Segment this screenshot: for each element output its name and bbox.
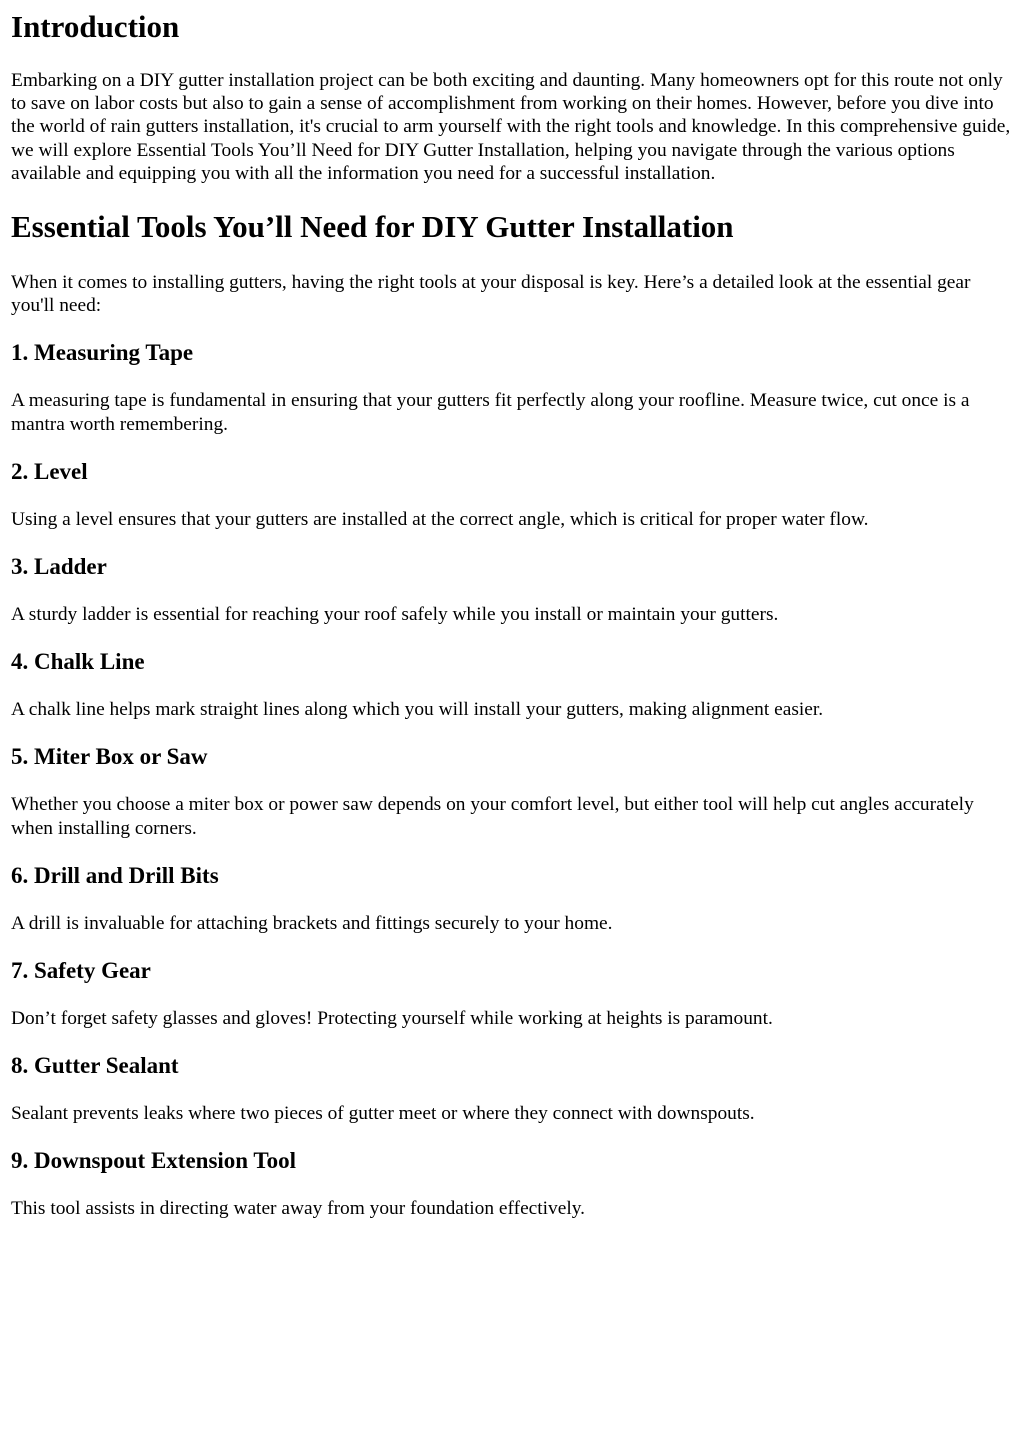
introduction-section [11, 9, 1013, 185]
tool-item-gutter-sealant [11, 1052, 1013, 1125]
tool-heading: 9. Downspout Extension Tool [11, 1148, 297, 1174]
tool-description: This tool assists in directing water away from your foundation effectively. [11, 1198, 586, 1220]
essential-tools-lead: When it comes to installing gutters, having the right tools at your disposal is key. Here’s a detailed look at the essential gear you'll need: [11, 272, 971, 317]
tool-description: A sturdy ladder is essential for reaching your roof safely while you install or maintain your gutters. [11, 604, 779, 626]
tool-heading: 1. Measuring Tape [11, 340, 194, 366]
tool-heading: 7. Safety Gear [11, 958, 151, 984]
tool-item-downspout-extension [11, 1147, 1013, 1220]
tool-item-drill [11, 862, 1013, 935]
tool-item-ladder [11, 553, 1013, 626]
essential-tools-heading: Essential Tools You’ll Need for DIY Gutter Installation [11, 209, 734, 245]
tool-item-level [11, 458, 1013, 531]
document-page [0, 9, 1024, 1221]
tool-description: A measuring tape is fundamental in ensuring that your gutters fit perfectly along your roofline. Measure twice, cut once is a mantra worth remembering. [11, 390, 970, 435]
tool-description: Sealant prevents leaks where two pieces of gutter meet or where they connect with downspouts. [11, 1103, 755, 1125]
essential-tools-section [11, 209, 1013, 1221]
tool-item-safety-gear [11, 957, 1013, 1030]
tool-heading: 5. Miter Box or Saw [11, 744, 208, 770]
tool-heading: 6. Drill and Drill Bits [11, 862, 219, 888]
tool-description: A chalk line helps mark straight lines along which you will install your gutters, making alignment easier. [11, 699, 824, 721]
tool-heading: 3. Ladder [11, 554, 107, 580]
introduction-heading: Introduction [11, 9, 180, 44]
tool-description: Whether you choose a miter box or power saw depends on your comfort level, but either tool will help cut angles accurately when installing corners. [11, 794, 974, 839]
tool-item-miter-box-or-saw [11, 743, 1013, 839]
tool-heading: 8. Gutter Sealant [11, 1053, 179, 1079]
tool-heading: 4. Chalk Line [11, 649, 145, 675]
tool-item-chalk-line [11, 648, 1013, 721]
tool-heading: 2. Level [11, 458, 88, 484]
tool-description: A drill is invaluable for attaching brackets and fittings securely to your home. [11, 912, 613, 934]
introduction-paragraph: Embarking on a DIY gutter installation project can be both exciting and daunting. Many homeowners opt for this route not only to save on labor costs but also to gain a sense of accomplishment from working on their homes. However, before you dive into the world of rain gutters installation, it's crucial to arm yourself with the right tools and knowledge. In this comprehensive guide, we will explore Essential Tools You’ll Need for DIY Gutter Installation, helping you navigate through the various options available and equipping you with all the information you need for a successful installation. [11, 70, 1011, 184]
tool-description: Using a level ensures that your gutters are installed at the correct angle, which is critical for proper water flow. [11, 508, 869, 530]
tool-item-measuring-tape [11, 339, 1013, 435]
tool-description: Don’t forget safety glasses and gloves! Protecting yourself while working at heights is paramount. [11, 1008, 773, 1030]
